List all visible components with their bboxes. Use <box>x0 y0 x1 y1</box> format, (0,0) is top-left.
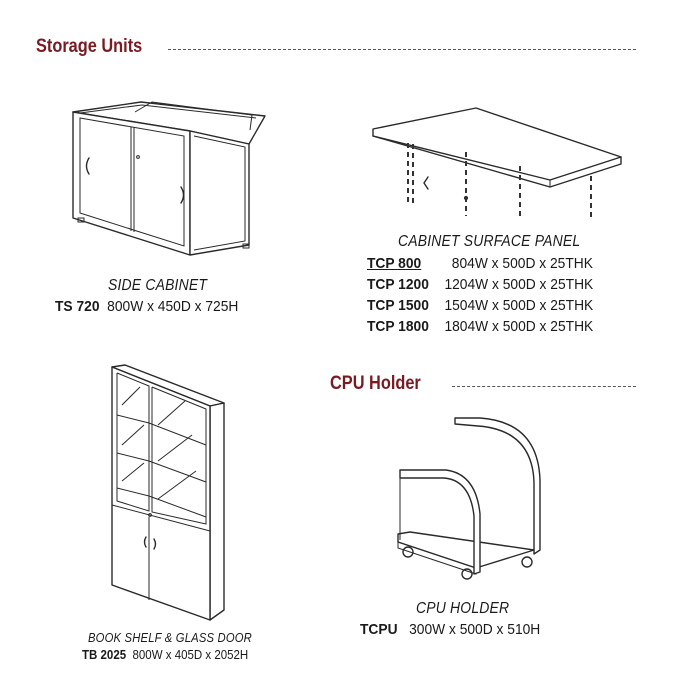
cpu-holder-illustration <box>380 410 550 585</box>
surface-panel-dims: 1204W x 500D x 25THK <box>444 276 594 293</box>
book-shelf-name: BOOK SHELF & GLASS DOOR <box>88 631 252 645</box>
side-cabinet-code: TS 720 <box>55 298 100 315</box>
surface-panel-dims: 1504W x 500D x 25THK <box>444 297 594 314</box>
surface-panel-code: TCP 1200 <box>367 276 429 293</box>
surface-panel-row <box>367 318 593 339</box>
surface-panel-row <box>367 297 593 318</box>
surface-panel-code: TCP 1800 <box>367 318 429 335</box>
side-cabinet-name: SIDE CABINET <box>108 277 208 294</box>
surface-panel-code: TCP 1500 <box>367 297 429 314</box>
surface-panel-row <box>367 255 593 276</box>
side-cabinet-spec <box>55 298 238 315</box>
section-title-storage-units: Storage Units <box>36 36 143 57</box>
section-divider-cpu <box>452 386 636 387</box>
surface-panel-code: TCP 800 <box>367 255 422 272</box>
book-shelf-illustration <box>100 365 235 625</box>
cpu-holder-code: TCPU <box>360 621 398 638</box>
cpu-holder-dims: 300W x 500D x 510H <box>409 621 541 638</box>
section-title-cpu-holder: CPU Holder <box>330 373 421 394</box>
surface-panel-dims: 804W x 500D x 25THK <box>451 255 593 272</box>
cpu-holder-spec <box>360 621 540 638</box>
book-shelf-dims: 800W x 405D x 2052H <box>132 648 249 662</box>
cabinet-surface-panel-illustration <box>370 100 630 230</box>
side-cabinet-illustration <box>60 100 280 260</box>
side-cabinet-dims: 800W x 450D x 725H <box>107 298 239 315</box>
cpu-holder-name: CPU HOLDER <box>416 600 510 617</box>
surface-panel-dims: 1804W x 500D x 25THK <box>444 318 594 335</box>
surface-panel-spec-list <box>367 255 613 339</box>
book-shelf-spec <box>82 648 248 662</box>
book-shelf-code: TB 2025 <box>82 648 127 662</box>
surface-panel-name: CABINET SURFACE PANEL <box>398 233 581 250</box>
surface-panel-row <box>367 276 593 297</box>
section-divider-storage <box>168 49 636 50</box>
